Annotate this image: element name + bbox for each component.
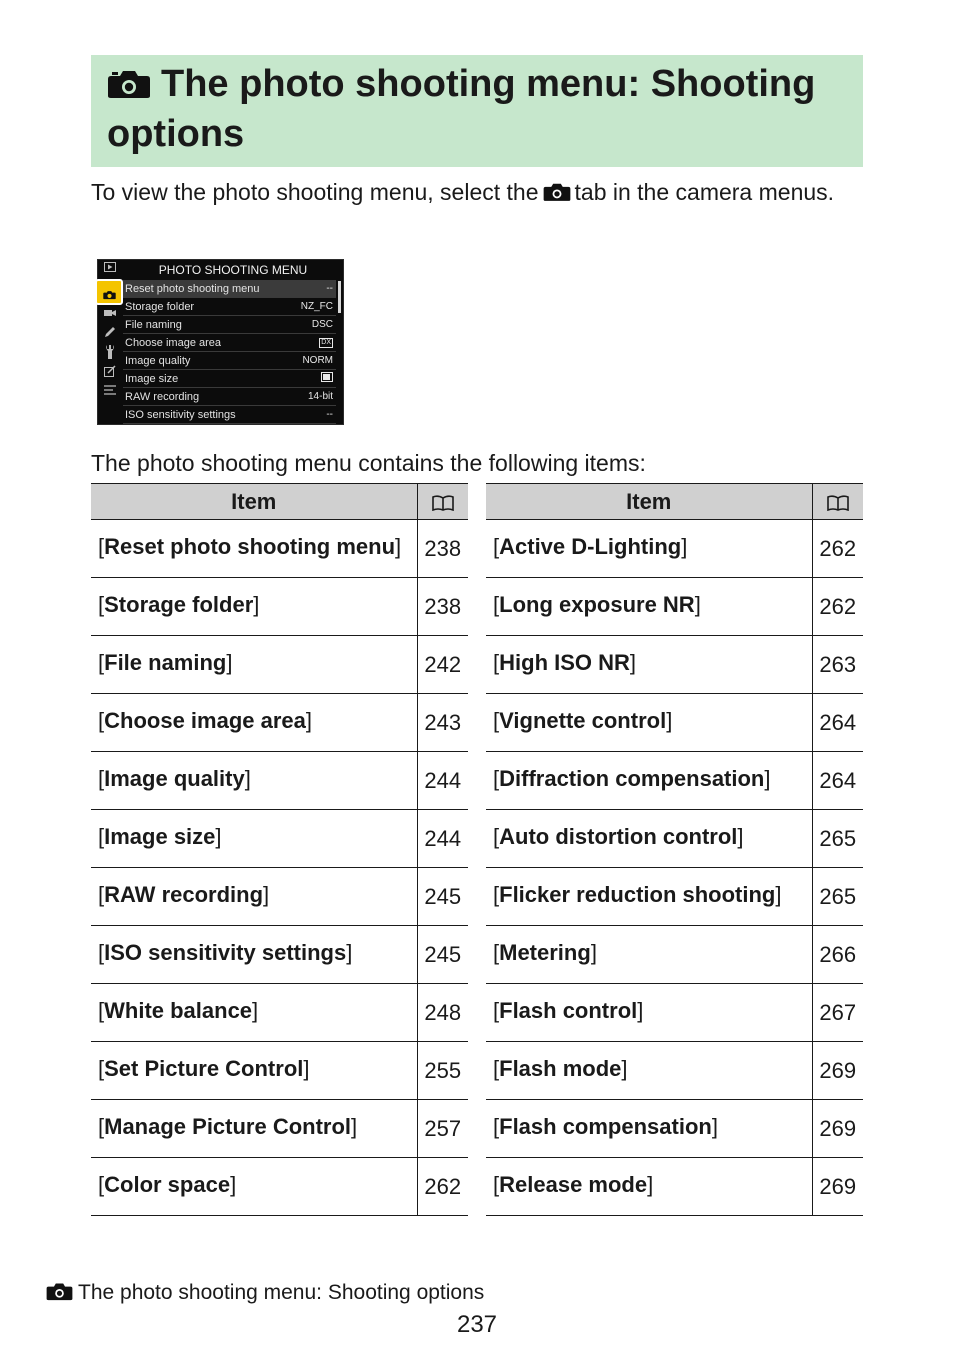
- table-header-row: [486, 484, 863, 520]
- table-row: [486, 578, 863, 636]
- menu-row: Reset photo shooting menu --: [123, 280, 336, 298]
- book-icon: [827, 489, 849, 514]
- item-name: File naming: [104, 650, 227, 675]
- page-title-text: The photo shooting menu: Shooting options: [107, 63, 816, 155]
- item-cell: [ISO sensitivity settings]: [91, 926, 417, 984]
- item-name: Release mode: [499, 1172, 648, 1197]
- page-reference: 245: [417, 868, 468, 926]
- item-name: Active D-Lighting: [499, 534, 682, 559]
- item-name: Diffraction compensation: [499, 766, 765, 791]
- item-name: Auto distortion control: [499, 824, 738, 849]
- page-reference: 242: [417, 636, 468, 694]
- table-row: [91, 984, 468, 1042]
- page-reference: 263: [812, 636, 863, 694]
- page-reference: 238: [417, 520, 468, 578]
- table-row: [91, 1158, 468, 1216]
- item-cell: [Flicker reduction shooting]: [486, 868, 812, 926]
- page-reference: 255: [417, 1042, 468, 1100]
- menu-scrollbar: [338, 281, 341, 313]
- item-name: Long exposure NR: [499, 592, 695, 617]
- page-reference: 245: [417, 926, 468, 984]
- page-reference: 257: [417, 1100, 468, 1158]
- menu-row-list: [123, 280, 336, 424]
- page-reference: 262: [812, 578, 863, 636]
- camera-icon: [46, 1282, 73, 1301]
- camera-menu-screenshot: [97, 259, 344, 425]
- table-row: [91, 1100, 468, 1158]
- page-reference: 262: [417, 1158, 468, 1216]
- items-table-left: [91, 483, 468, 1216]
- movie-icon: [103, 308, 117, 322]
- table-row: [91, 752, 468, 810]
- pencil-icon: [103, 326, 117, 340]
- item-name: Flash compensation: [499, 1114, 712, 1139]
- page-reference: 244: [417, 810, 468, 868]
- menu-tab-column: [98, 279, 122, 424]
- image-size-icon: [321, 372, 333, 385]
- menu-row: Image size: [123, 370, 336, 388]
- page-reference: 269: [812, 1100, 863, 1158]
- item-cell: [White balance]: [91, 984, 417, 1042]
- footer-caption: [46, 1278, 484, 1308]
- item-name: Choose image area: [104, 708, 306, 733]
- item-cell: [Manage Picture Control]: [91, 1100, 417, 1158]
- camera-tab-active: [95, 279, 123, 305]
- item-cell: [Flash control]: [486, 984, 812, 1042]
- item-cell: [Diffraction compensation]: [486, 752, 812, 810]
- item-cell: [Set Picture Control]: [91, 1042, 417, 1100]
- item-name: High ISO NR: [499, 650, 630, 675]
- item-column-header: Item: [91, 484, 417, 520]
- table-row: [91, 636, 468, 694]
- item-cell: [Reset photo shooting menu]: [91, 520, 417, 578]
- intro-text-before: To view the photo shooting menu, select the: [91, 179, 539, 205]
- item-name: Manage Picture Control: [104, 1114, 352, 1139]
- table-row: [91, 810, 468, 868]
- book-icon: [432, 489, 454, 514]
- table-row: [91, 694, 468, 752]
- wrench-icon: [103, 345, 117, 359]
- retouch-icon: [103, 365, 117, 379]
- playback-icon: [103, 262, 117, 276]
- item-cell: [Choose image area]: [91, 694, 417, 752]
- item-cell: [Storage folder]: [91, 578, 417, 636]
- my-menu-icon: [103, 385, 117, 399]
- table-row: [91, 1042, 468, 1100]
- item-cell: [High ISO NR]: [486, 636, 812, 694]
- item-cell: [Active D-Lighting]: [486, 520, 812, 578]
- table-row: [91, 520, 468, 578]
- intro-paragraph: [91, 175, 851, 210]
- item-name: Vignette control: [499, 708, 667, 733]
- footer-caption-text: The photo shooting menu: Shooting options: [78, 1281, 485, 1304]
- table-row: [91, 868, 468, 926]
- page-reference: 264: [812, 694, 863, 752]
- menu-row: Choose image area DX: [123, 334, 336, 352]
- item-cell: [Color space]: [91, 1158, 417, 1216]
- items-table-right: [486, 483, 863, 1216]
- item-name: Reset photo shooting menu: [104, 534, 396, 559]
- page-reference: 269: [812, 1158, 863, 1216]
- page-reference: 243: [417, 694, 468, 752]
- page-reference: 244: [417, 752, 468, 810]
- menu-row: Image quality NORM: [123, 352, 336, 370]
- page-reference: 248: [417, 984, 468, 1042]
- menu-row: File naming DSC: [123, 316, 336, 334]
- item-column-header: Item: [486, 484, 812, 520]
- item-cell: [Flash mode]: [486, 1042, 812, 1100]
- menu-screenshot-title: PHOTO SHOOTING MENU: [158, 263, 308, 277]
- page-column-header: [417, 484, 468, 520]
- menu-row: ISO sensitivity settings --: [123, 406, 336, 424]
- table-row: [486, 1158, 863, 1216]
- menu-row: Storage folder NZ_FC: [123, 298, 336, 316]
- page-reference: 269: [812, 1042, 863, 1100]
- item-cell: [Long exposure NR]: [486, 578, 812, 636]
- item-name: Flash control: [499, 998, 638, 1023]
- camera-icon: [107, 69, 151, 99]
- item-cell: [Metering]: [486, 926, 812, 984]
- item-name: Image quality: [104, 766, 245, 791]
- table-row: [486, 926, 863, 984]
- item-cell: [Release mode]: [486, 1158, 812, 1216]
- page-reference: 265: [812, 868, 863, 926]
- item-name: Storage folder: [104, 592, 254, 617]
- table-row: [486, 694, 863, 752]
- page-reference: 238: [417, 578, 468, 636]
- item-cell: [File naming]: [91, 636, 417, 694]
- table-row: [486, 1100, 863, 1158]
- item-cell: [Vignette control]: [486, 694, 812, 752]
- table-row: [91, 578, 468, 636]
- table-row: [486, 636, 863, 694]
- table-row: [486, 984, 863, 1042]
- item-cell: [Image quality]: [91, 752, 417, 810]
- page-reference: 265: [812, 810, 863, 868]
- page-reference: 262: [812, 520, 863, 578]
- table-row: [486, 1042, 863, 1100]
- item-name: RAW recording: [104, 882, 264, 907]
- table-row: [486, 868, 863, 926]
- page-reference: 266: [812, 926, 863, 984]
- item-name: Flicker reduction shooting: [499, 882, 776, 907]
- item-name: Image size: [104, 824, 216, 849]
- item-name: Flash mode: [499, 1056, 622, 1081]
- item-name: Set Picture Control: [104, 1056, 304, 1081]
- item-name: Color space: [104, 1172, 231, 1197]
- menu-row: RAW recording 14-bit: [123, 388, 336, 406]
- camera-icon: [543, 182, 571, 202]
- item-name: ISO sensitivity settings: [104, 940, 347, 965]
- page-number: 237: [456, 1311, 498, 1338]
- page-title: [107, 59, 847, 159]
- section-title-band: [91, 55, 863, 167]
- item-cell: [Image size]: [91, 810, 417, 868]
- table-row: [91, 926, 468, 984]
- table-row: [486, 810, 863, 868]
- table-row: [486, 752, 863, 810]
- item-cell: [Auto distortion control]: [486, 810, 812, 868]
- contains-paragraph: The photo shooting menu contains the following items:: [91, 450, 646, 476]
- page-column-header: [812, 484, 863, 520]
- item-cell: [Flash compensation]: [486, 1100, 812, 1158]
- camera-icon: [103, 287, 116, 305]
- page-reference: 264: [812, 752, 863, 810]
- table-header-row: [91, 484, 468, 520]
- table-row: [486, 520, 863, 578]
- item-name: Metering: [499, 940, 591, 965]
- intro-text-after: tab in the camera menus.: [574, 179, 835, 205]
- item-name: White balance: [104, 998, 253, 1023]
- page-reference: 267: [812, 984, 863, 1042]
- item-cell: [RAW recording]: [91, 868, 417, 926]
